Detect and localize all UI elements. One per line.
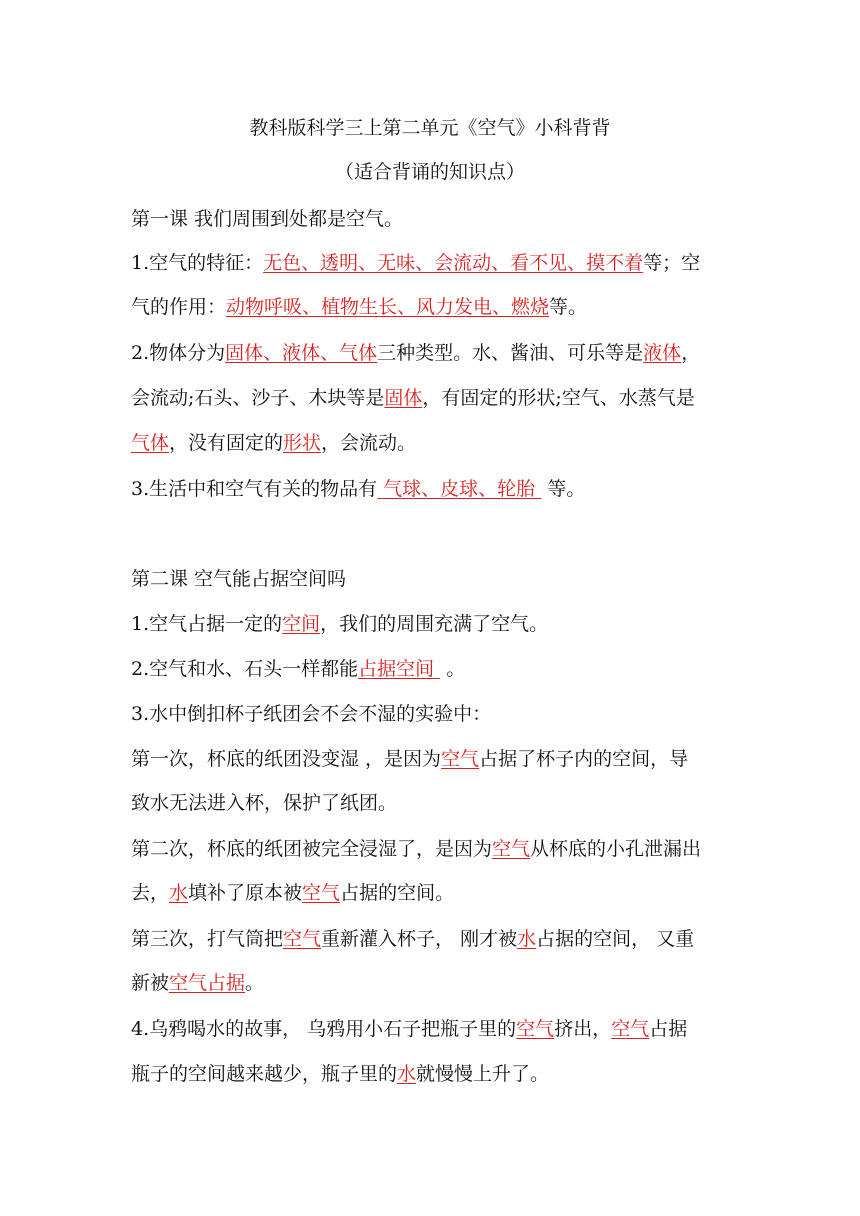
text: 等；空: [643, 252, 701, 274]
text: 会流动;石头、沙子、木块等是: [131, 387, 385, 409]
text: 1.空气占据一定的: [131, 613, 283, 635]
text: 三种类型。水、酱油、可乐等是: [377, 342, 644, 364]
lesson2-second-line1: [131, 837, 701, 861]
text: 第三次，打气筒把: [131, 928, 284, 950]
answer-text: 空气: [302, 882, 341, 904]
text: 去，: [131, 882, 170, 904]
text: 。: [440, 658, 466, 680]
text: 从杯底的小孔泄漏出: [530, 838, 702, 860]
text: 等。: [549, 296, 588, 318]
answer-text: 液体: [643, 342, 682, 364]
answer-text: 固体、液体、气体: [225, 342, 378, 364]
text: ，没有固定的: [169, 432, 284, 454]
answer-text: 空气: [611, 1018, 650, 1040]
answer-text: 水: [397, 1063, 417, 1085]
text: 新被: [131, 972, 170, 994]
answer-text: 无色、透明、无味、会流动、看不见、摸不着: [263, 252, 644, 274]
lesson2-third-line2: [131, 971, 264, 995]
answer-text: 动物呼吸、植物生长、风力发电、燃烧: [226, 296, 550, 318]
answer-text: 固体: [384, 387, 423, 409]
lesson2-third-line1: [131, 927, 694, 951]
answer-text: 空气: [492, 838, 531, 860]
lesson1-point2-line2: [131, 386, 695, 410]
text: 第一次，杯底的纸团没变湿 ，是因为: [131, 748, 442, 770]
text: 2.空气和水、石头一样都能: [131, 658, 359, 680]
lesson2-second-line2: [131, 881, 454, 905]
lesson2-heading: 第二课 空气能占据空间吗: [131, 568, 347, 590]
text: 。: [245, 972, 265, 994]
text: 4.乌鸦喝水的故事， 乌鸦用小石子把瓶子里的: [131, 1018, 517, 1040]
answer-text: 气体: [131, 432, 170, 454]
lesson2-point1: [131, 612, 548, 636]
text: ，我们的周围充满了空气。: [320, 613, 549, 635]
answer-text: 空气: [283, 928, 322, 950]
lesson2-point4-line2: [131, 1062, 549, 1086]
lesson1-point3: [131, 477, 585, 501]
text: 占据的空间。: [340, 882, 455, 904]
text: 占据: [649, 1018, 688, 1040]
lesson1-heading: 第一课 我们周围到处都是空气。: [131, 208, 404, 230]
answer-text: 空气: [516, 1018, 555, 1040]
answer-text: 气球、皮球、轮胎: [377, 478, 542, 500]
lesson1-point1-line1: [131, 251, 700, 275]
text: 重新灌入杯子， 刚才被: [321, 928, 518, 950]
text: ，会流动。: [321, 432, 417, 454]
text: 挤出，: [554, 1018, 612, 1040]
text: 3.生活中和空气有关的物品有: [131, 478, 378, 500]
answer-text: 水: [517, 928, 537, 950]
lesson2-point2: [131, 657, 465, 681]
lesson2-point4-line1: [131, 1017, 687, 1041]
text: 就慢慢上升了。: [416, 1063, 550, 1085]
answer-text: 形状: [283, 432, 322, 454]
lesson2-first-line2: 致水无法进入杯，保护了纸团。: [131, 792, 398, 814]
lesson1-point2-line3: [131, 431, 416, 455]
document-subtitle: （适合背诵的知识点）: [334, 161, 525, 183]
answer-text: 占据空间: [358, 658, 441, 680]
lesson1-point2-line1: [131, 341, 700, 365]
text: 1.空气的特征：: [131, 252, 264, 274]
answer-text: 空气: [441, 748, 480, 770]
lesson2-point3: 3.水中倒扣杯子纸团会不会不湿的实验中：: [131, 703, 492, 725]
text: 占据了杯子内的空间，导: [479, 748, 689, 770]
answer-text: 空间: [282, 613, 321, 635]
text: 占据的空间， 又重: [536, 928, 695, 950]
text: 第二次，杯底的纸团被完全浸湿了，是因为: [131, 838, 493, 860]
text: ，: [681, 342, 701, 364]
text: 等。: [541, 478, 586, 500]
text: ，有固定的形状;空气、水蒸气是: [422, 387, 695, 409]
lesson1-point1-line2: [131, 295, 587, 319]
answer-text: 水: [169, 882, 189, 904]
text: 气的作用：: [131, 296, 227, 318]
text: 填补了原本被: [188, 882, 303, 904]
text: 2.物体分为: [131, 342, 226, 364]
lesson2-first-line1: [131, 747, 688, 771]
text: 瓶子的空间越来越少，瓶子里的: [131, 1063, 398, 1085]
answer-text: 空气占据: [169, 972, 246, 994]
document-title: 教科版科学三上第二单元《空气》小科背背: [249, 117, 611, 139]
